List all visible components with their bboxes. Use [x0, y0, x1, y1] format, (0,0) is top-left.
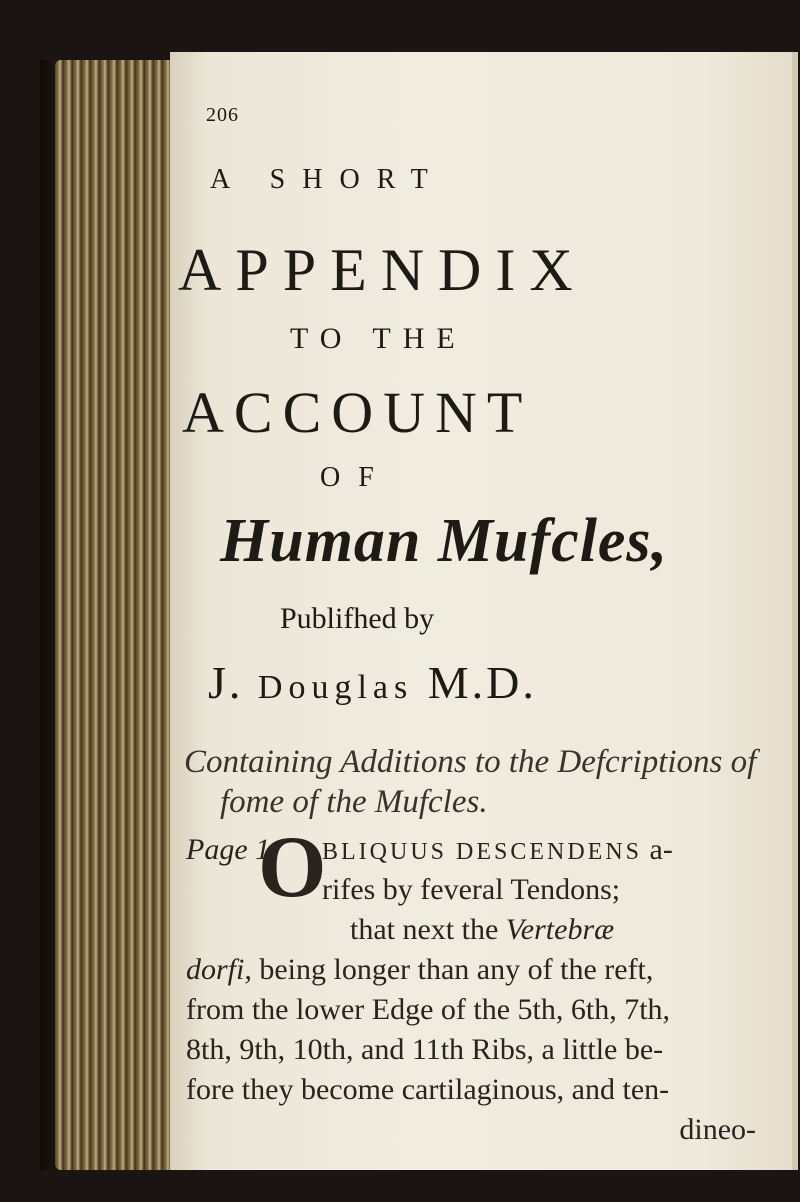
- page-edge: [792, 52, 798, 1170]
- book-spine-edge: [55, 60, 180, 1170]
- title-line-a-short: A SHORT: [210, 164, 445, 195]
- book-page: [170, 52, 798, 1170]
- title-line-published-by: Publifhed by: [280, 602, 435, 635]
- body-line-4-italic: dorfi,: [186, 953, 252, 986]
- body-line-1-end: a-: [649, 833, 673, 866]
- author-line: [208, 657, 768, 708]
- author-initial: J.: [208, 657, 244, 708]
- page-number: 206: [206, 104, 239, 126]
- body-line-1-smallcaps: BLIQUUS DESCENDENS: [322, 839, 643, 865]
- drop-cap: O: [258, 819, 327, 916]
- body-line-6: 8th, 9th, 10th, and 11th Ribs, a little be-: [186, 1033, 664, 1066]
- author-degree: M.D.: [427, 657, 537, 708]
- body-line-2: rifes by feveral Tendons;: [322, 873, 621, 906]
- subtitle: [184, 742, 784, 822]
- title-line-account: ACCOUNT: [182, 380, 533, 445]
- body-first-lines: [322, 830, 792, 950]
- body-line-1: [322, 830, 792, 870]
- body-line-3: [322, 910, 792, 950]
- author-name: Douglas: [257, 669, 414, 706]
- body-line-3-italic: Vertebræ: [505, 913, 615, 946]
- subtitle-line-2: fome of the Mufcles.: [220, 784, 488, 820]
- body-line-3-start: that next the: [350, 913, 499, 946]
- page-reference: Page 1.: [186, 833, 278, 866]
- body-line-5: from the lower Edge of the 5th, 6th, 7th,: [186, 993, 671, 1026]
- title-line-human-muscles: Human Mufcles,: [220, 507, 669, 575]
- title-line-appendix: APPENDIX: [178, 237, 587, 303]
- title-line-of: OF: [320, 462, 392, 493]
- subtitle-line-1: Containing Additions to the Defcriptions of: [184, 744, 757, 780]
- body-line-7: fore they become cartilaginous, and ten-: [186, 1073, 670, 1106]
- body-line-4: [186, 950, 786, 990]
- body-line-4-end: being longer than any of the reft,: [259, 953, 654, 986]
- body-line-8: dineo-: [679, 1113, 756, 1146]
- title-line-to-the: TO THE: [290, 322, 467, 355]
- body-rest-lines: [186, 950, 786, 1150]
